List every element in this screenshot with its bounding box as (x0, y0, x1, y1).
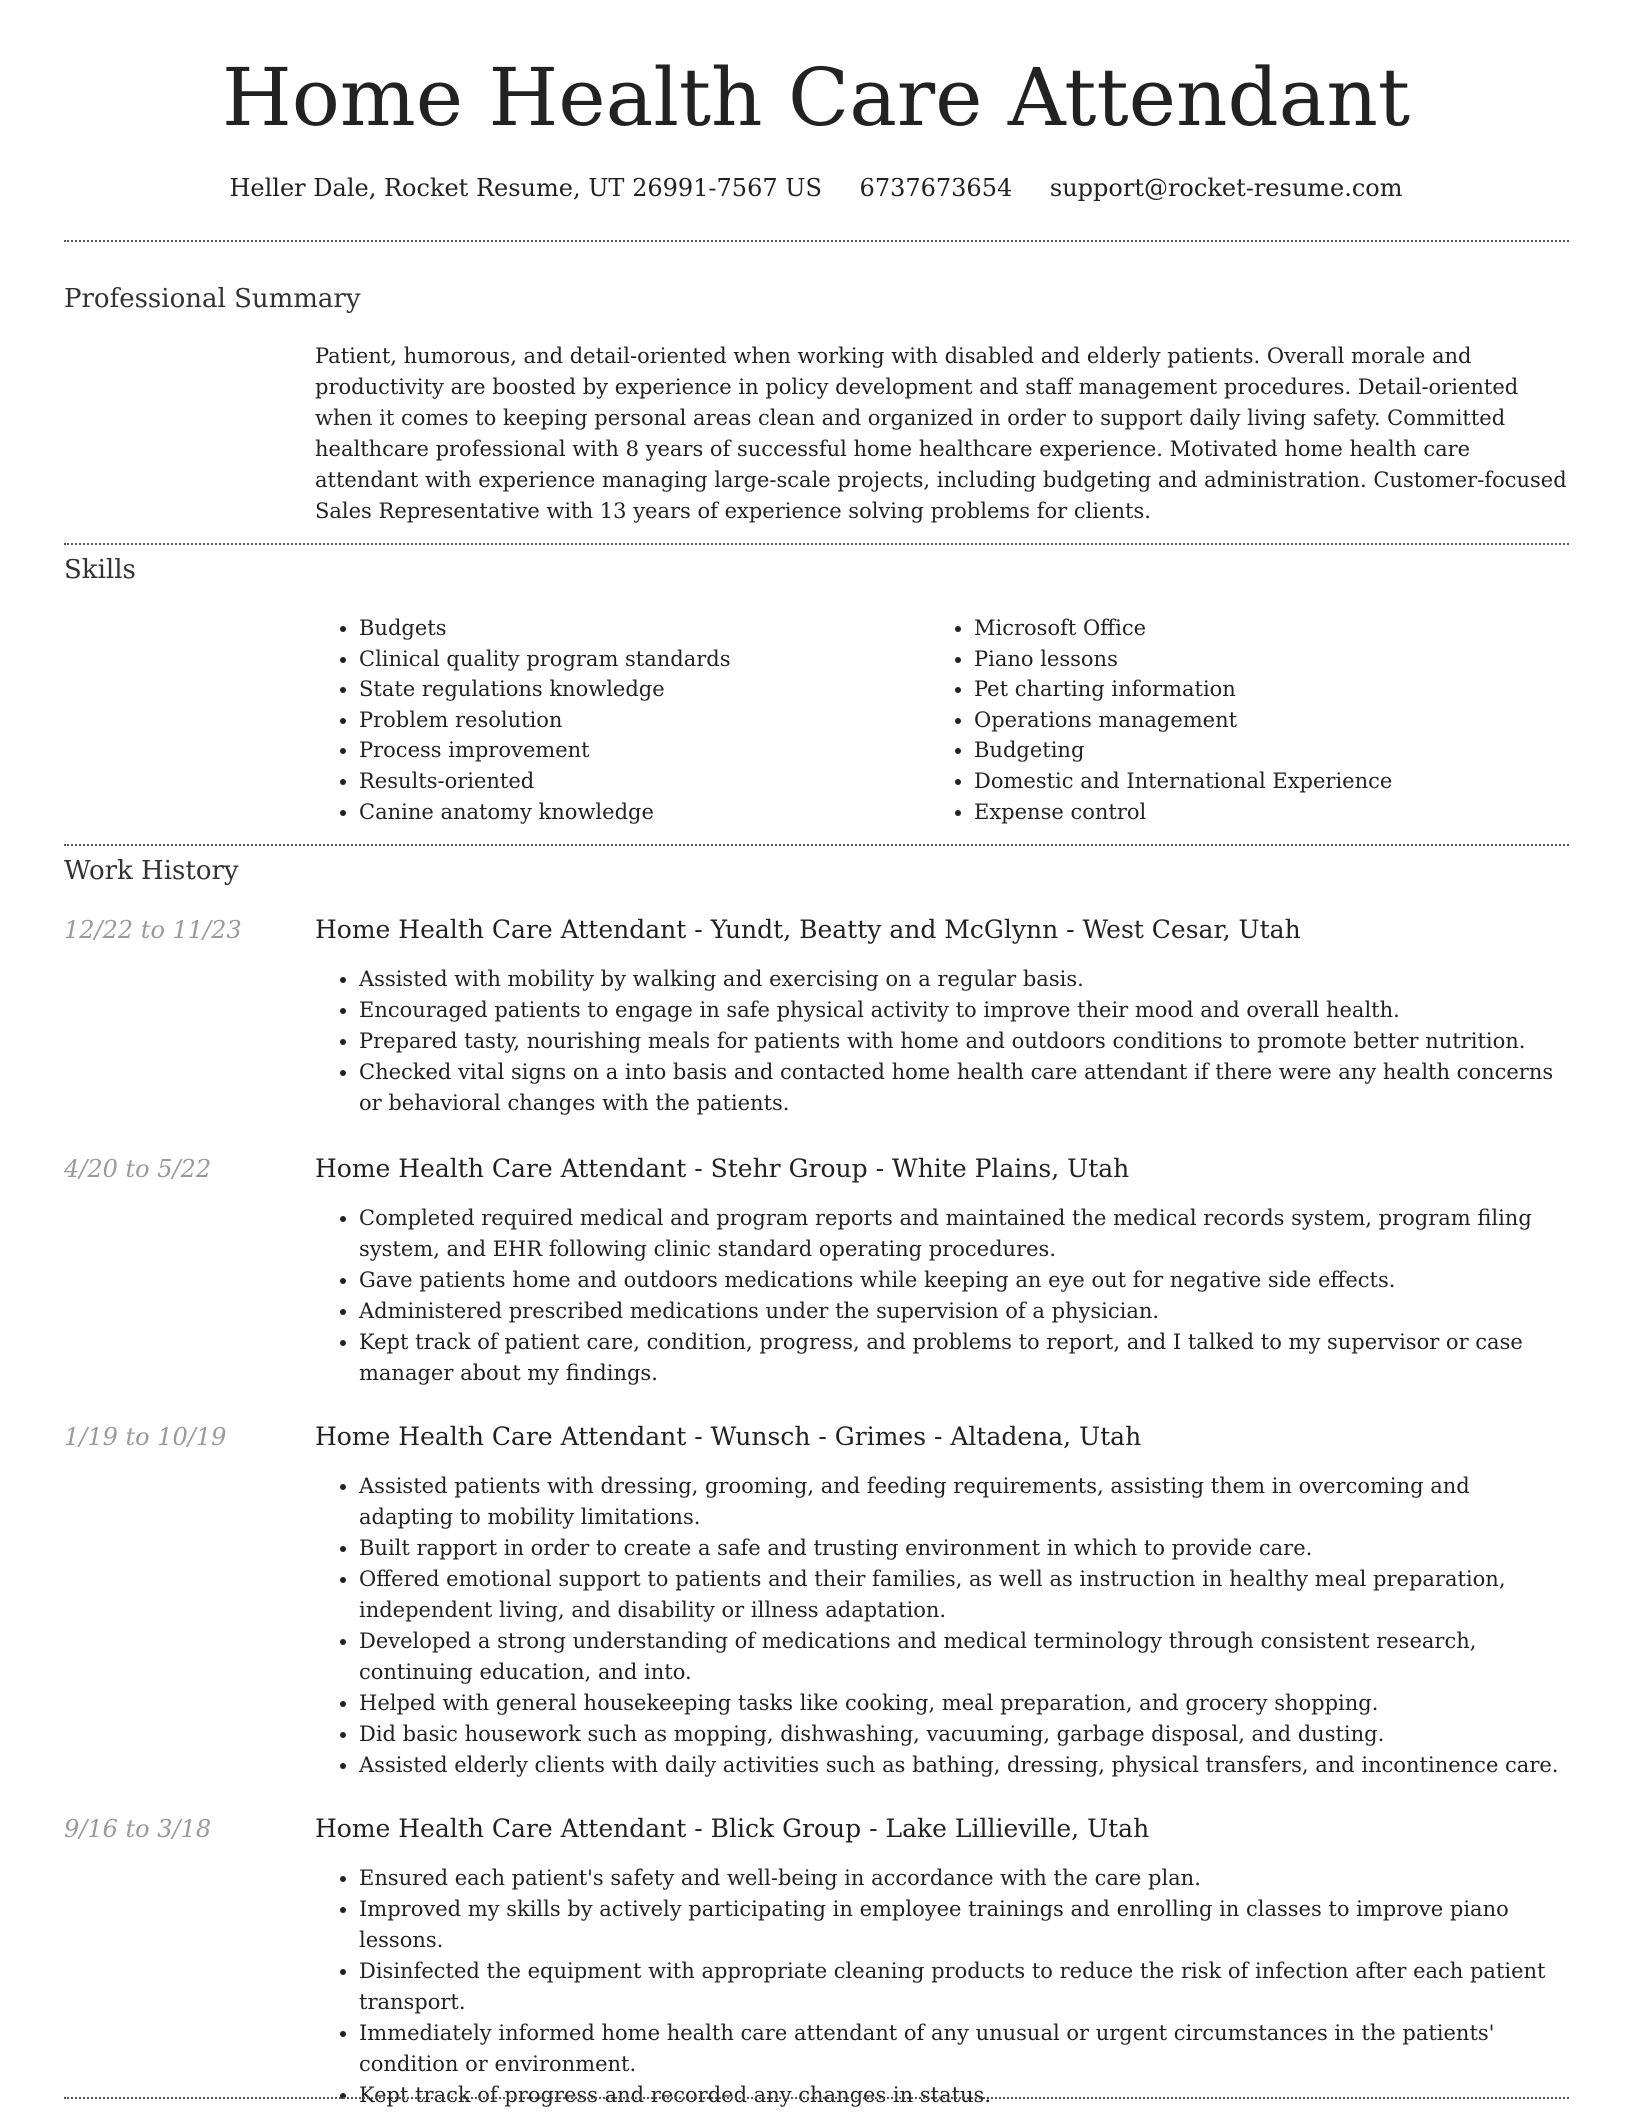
skill-item: • Microsoft Office (974, 613, 1392, 644)
job-bullet: • Did basic housework such as mopping, dishwashing, vacuuming, garbage disposal, and dusting. (359, 1719, 1568, 1750)
job-dates: 9/16 to 3/18 (64, 1815, 212, 1843)
job-bullet: • Ensured each patient's safety and well-being in accordance with the care plan. (359, 1863, 1568, 1894)
section-title-work: Work History (64, 856, 239, 886)
skill-item: • Process improvement (359, 735, 731, 766)
skill-item: • Piano lessons (974, 644, 1392, 675)
skill-item: • Budgets (359, 613, 731, 644)
resume-name: Home Health Care Attendant (221, 51, 1411, 144)
contact-address: Heller Dale, Rocket Resume, UT 26991-7567 US (229, 174, 822, 202)
skill-item: • Pet charting information (974, 674, 1392, 705)
job-bullet: • Developed a strong understanding of medications and medical terminology through consistent research, continuing education, and into. (359, 1626, 1568, 1688)
skill-item: • State regulations knowledge (359, 674, 731, 705)
job-title: Home Health Care Attendant - Stehr Group - White Plains, Utah (315, 1154, 1130, 1183)
skill-item: • Expense control (974, 797, 1392, 828)
skills-list-right (930, 613, 1392, 827)
job-bullet: • Assisted elderly clients with daily activities such as bathing, dressing, physical transfers, and incontinence care. (359, 1750, 1568, 1781)
job-bullet: • Offered emotional support to patients and their families, as well as instruction in healthy meal preparation, independent living, and disability or illness adaptation. (359, 1564, 1568, 1626)
job-bullet: • Encouraged patients to engage in safe physical activity to improve their mood and overall health. (359, 995, 1568, 1026)
job-bullet: • Helped with general housekeeping tasks like cooking, meal preparation, and grocery shopping. (359, 1688, 1568, 1719)
job-bullet: • Disinfected the equipment with appropriate cleaning products to reduce the risk of infection after each patient transport. (359, 1956, 1568, 2018)
job-bullets (315, 1203, 1568, 1389)
section-title-summary: Professional Summary (64, 284, 361, 314)
job-title: Home Health Care Attendant - Wunsch - Grimes - Altadena, Utah (315, 1422, 1142, 1451)
job-bullet: • Gave patients home and outdoors medications while keeping an eye out for negative side effects. (359, 1265, 1568, 1296)
job-bullet: • Checked vital signs on a into basis and contacted home health care attendant if there were any health concerns or behavioral changes with the patients. (359, 1057, 1568, 1119)
job-bullet: • Administered prescribed medications under the supervision of a physician. (359, 1296, 1568, 1327)
skill-item: • Budgeting (974, 735, 1392, 766)
job-bullet: • Kept track of progress and recorded any changes in status. (359, 2080, 1568, 2111)
job-bullet: • Improved my skills by actively participating in employee trainings and enrolling in classes to improve piano lessons. (359, 1894, 1568, 1956)
job-bullets (315, 1863, 1568, 2111)
job-dates: 1/19 to 10/19 (64, 1423, 227, 1451)
summary-text: Patient, humorous, and detail-oriented when working with disabled and elderly patients. Overall morale and productivity are boosted by experience in policy development and staff management procedures. Detail-oriented when it comes to keeping personal areas clean and organized in order to support daily living safety. Committed healthcare professional with 8 years of successful home healthcare experience. Motivated home health care attendant with experience managing large-scale projects, including budgeting and administration. Customer-focused Sales Representative with 13 years of experience solving problems for clients. (315, 344, 1567, 523)
skills-list-left (315, 613, 731, 827)
job-bullets (315, 1471, 1568, 1781)
job-bullet: • Immediately informed home health care attendant of any unusual or urgent circumstances in the patients' condition or environment. (359, 2018, 1568, 2080)
job-bullet: • Completed required medical and program reports and maintained the medical records system, program filing system, and EHR following clinic standard operating procedures. (359, 1203, 1568, 1265)
skill-item: • Problem resolution (359, 705, 731, 736)
job-bullets (315, 964, 1568, 1119)
skill-item: • Results-oriented (359, 766, 731, 797)
skill-item: • Canine anatomy knowledge (359, 797, 731, 828)
divider (64, 240, 1569, 242)
section-title-skills: Skills (64, 555, 136, 585)
job-title: Home Health Care Attendant - Yundt, Beatty and McGlynn - West Cesar, Utah (315, 915, 1301, 944)
job-bullet: • Built rapport in order to create a safe and trusting environment in which to provide care. (359, 1533, 1568, 1564)
skill-item: • Domestic and International Experience (974, 766, 1392, 797)
skill-item: • Clinical quality program standards (359, 644, 731, 675)
job-dates: 4/20 to 5/22 (64, 1155, 212, 1183)
divider (64, 844, 1569, 846)
job-bullet: • Assisted patients with dressing, grooming, and feeding requirements, assisting them in overcoming and adapting to mobility limitations. (359, 1471, 1568, 1533)
job-bullet: • Prepared tasty, nourishing meals for patients with home and outdoors conditions to promote better nutrition. (359, 1026, 1568, 1057)
contact-phone: 6737673654 (859, 174, 1013, 202)
job-dates: 12/22 to 11/23 (64, 916, 242, 944)
contact-email: support@rocket-resume.com (1049, 174, 1403, 202)
skill-item: • Operations management (974, 705, 1392, 736)
contact-line (0, 172, 1632, 204)
divider (64, 543, 1569, 545)
job-bullet: • Assisted with mobility by walking and exercising on a regular basis. (359, 964, 1568, 995)
job-title: Home Health Care Attendant - Blick Group - Lake Lillieville, Utah (315, 1814, 1150, 1843)
divider (64, 2097, 1569, 2099)
job-bullet: • Kept track of patient care, condition, progress, and problems to report, and I talked to my supervisor or case manager about my findings. (359, 1327, 1568, 1389)
